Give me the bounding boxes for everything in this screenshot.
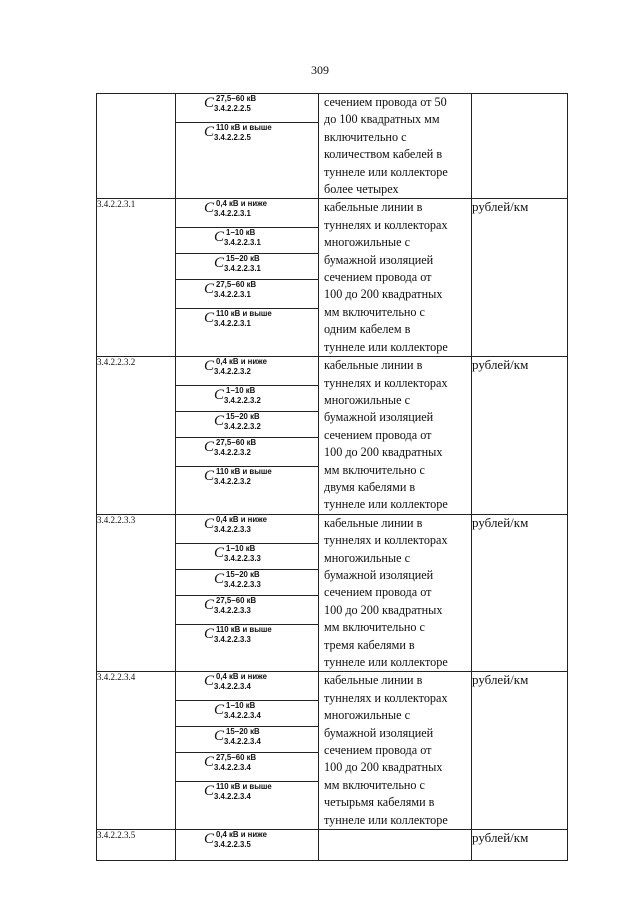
symbol-letter: C — [204, 596, 215, 613]
description-line: туннеле или коллекторе — [324, 339, 448, 354]
tariff-symbol — [176, 199, 318, 228]
symbol-superscript: 110 кВ и выше — [216, 309, 272, 319]
row-code — [97, 94, 176, 199]
description-line: многожильные с — [324, 708, 410, 723]
symbol-subscript: 3.4.2.2.3.3 — [224, 553, 261, 563]
symbol-letter: C — [214, 413, 225, 430]
symbol-letter: C — [214, 387, 225, 404]
table-row — [97, 94, 568, 199]
symbols-cell — [176, 514, 319, 672]
symbol-subscript: 3.4.2.2.3.4 — [214, 682, 251, 692]
tariff-symbol — [176, 228, 318, 254]
table-row — [97, 357, 568, 515]
symbol-letter: C — [204, 673, 215, 690]
symbol-superscript: 27,5−60 кВ — [216, 595, 257, 605]
tariff-symbol — [176, 727, 318, 753]
symbol-superscript: 27,5−60 кВ — [216, 94, 257, 103]
symbol-subscript: 3.4.2.2.3.1 — [214, 290, 251, 300]
row-code: 3.4.2.2.3.4 — [97, 672, 176, 830]
symbol-letter: C — [214, 229, 225, 246]
symbol-superscript: 0,4 кВ и ниже — [216, 830, 267, 840]
symbol-subscript: 3.4.2.2.3.4 — [224, 711, 261, 721]
description-line: сечением провода от — [324, 270, 432, 285]
tariff-symbol — [176, 386, 318, 412]
symbols-cell — [176, 199, 319, 357]
tariff-symbol — [176, 94, 318, 123]
symbols-cell — [176, 672, 319, 830]
page-number: 309 — [311, 63, 329, 77]
row-code: 3.4.2.2.3.5 — [97, 830, 176, 861]
description-line: бумажной изоляцией — [324, 252, 434, 267]
symbol-superscript: 0,4 кВ и ниже — [216, 357, 267, 367]
description-line: 100 до 200 квадратных — [324, 445, 443, 460]
symbol-letter: C — [204, 754, 215, 771]
symbol-superscript: 0,4 кВ и ниже — [216, 672, 267, 682]
description-line: двумя кабелями в — [324, 479, 416, 494]
table-row — [97, 830, 568, 861]
description-line: многожильные с — [324, 235, 410, 250]
description-line: мм включительно с — [324, 462, 425, 477]
description-cell — [319, 199, 472, 357]
symbol-superscript: 15−20 кВ — [226, 412, 260, 422]
symbol-subscript: 3.4.2.2.3.2 — [224, 396, 261, 406]
symbol-superscript: 1−10 кВ — [226, 543, 256, 553]
symbol-superscript: 27,5−60 кВ — [216, 753, 257, 763]
tariff-symbol — [176, 123, 318, 189]
symbols-cell — [176, 357, 319, 515]
symbol-superscript: 110 кВ и выше — [216, 123, 272, 132]
unit-cell: рублей/км — [472, 357, 568, 515]
description-line: кабельные линии в — [324, 200, 423, 215]
symbol-letter: C — [204, 310, 215, 327]
description-line: туннелях и коллекторах — [324, 375, 448, 390]
description-line: бумажной изоляцией — [324, 410, 434, 425]
symbol-subscript: 3.4.2.2.3.1 — [214, 209, 251, 219]
symbols-cell — [176, 830, 319, 861]
description-line: сечением провода от — [324, 743, 432, 758]
symbol-letter: C — [214, 702, 225, 719]
description-line: кабельные линии в — [324, 515, 423, 530]
row-code: 3.4.2.2.3.3 — [97, 514, 176, 672]
symbol-letter: C — [204, 515, 215, 532]
symbol-letter: C — [204, 468, 215, 485]
symbol-subscript: 3.4.2.2.3.2 — [214, 477, 251, 487]
unit-cell: рублей/км — [472, 830, 568, 861]
description-line: туннеле или коллекторе — [324, 655, 448, 669]
tariff-symbol — [176, 412, 318, 438]
unit-cell — [472, 94, 568, 199]
description-line: одним кабелем в — [324, 322, 411, 337]
description-line: сечением провода от — [324, 585, 432, 600]
description-line: 100 до 200 квадратных — [324, 602, 443, 617]
symbol-subscript: 3.4.2.2.3.1 — [224, 264, 261, 274]
symbol-subscript: 3.4.2.2.3.3 — [214, 524, 251, 534]
tariff-symbol — [176, 782, 318, 820]
description-line: бумажной изоляцией — [324, 567, 434, 582]
description-line: многожильные с — [324, 550, 410, 565]
description-line: многожильные с — [324, 392, 410, 407]
table-row — [97, 672, 568, 830]
description-line: кабельные линии в — [324, 358, 423, 373]
symbol-letter: C — [214, 544, 225, 561]
symbol-subscript: 3.4.2.2.3.2 — [224, 422, 261, 432]
symbol-subscript: 3.4.2.2.3.4 — [224, 737, 261, 747]
symbol-letter: C — [204, 625, 215, 642]
symbol-subscript: 3.4.2.2.3.4 — [214, 792, 251, 802]
symbol-superscript: 15−20 кВ — [226, 254, 260, 264]
symbol-superscript: 1−10 кВ — [226, 701, 256, 711]
tariff-symbol — [176, 570, 318, 596]
description-cell — [319, 514, 472, 672]
symbol-letter: C — [214, 728, 225, 745]
tariff-symbol — [176, 467, 318, 505]
symbol-letter: C — [204, 281, 215, 298]
description-line: сечением провода от — [324, 427, 432, 442]
symbol-subscript: 3.4.2.2.2.5 — [214, 104, 251, 113]
description-line: сечением провода от 50 — [324, 95, 447, 109]
description-cell — [319, 672, 472, 830]
symbol-superscript: 110 кВ и выше — [216, 624, 272, 634]
symbol-superscript: 0,4 кВ и ниже — [216, 199, 267, 209]
description-line: более четырех — [324, 182, 399, 197]
symbol-letter: C — [204, 439, 215, 456]
symbol-letter: C — [214, 255, 225, 272]
symbol-superscript: 1−10 кВ — [226, 386, 256, 396]
tariff-symbol — [176, 753, 318, 782]
symbol-letter: C — [214, 570, 225, 587]
tariff-symbol — [176, 830, 318, 860]
tariff-symbol — [176, 625, 318, 663]
description-line: тремя кабелями в — [324, 637, 415, 652]
symbol-subscript: 3.4.2.2.3.2 — [214, 367, 251, 377]
tariff-symbol — [176, 280, 318, 309]
unit-cell: рублей/км — [472, 199, 568, 357]
symbol-subscript: 3.4.2.2.3.3 — [214, 634, 251, 644]
description-line: четырьмя кабелями в — [324, 795, 435, 810]
description-line: туннеле или коллекторе — [324, 497, 448, 512]
tariff-symbol — [176, 254, 318, 280]
description-line: туннеле или коллекторе — [324, 812, 448, 827]
tariff-symbol — [176, 438, 318, 467]
symbol-subscript: 3.4.2.2.3.3 — [224, 579, 261, 589]
description-line: 100 до 200 квадратных — [324, 287, 443, 302]
symbol-subscript: 3.4.2.2.3.3 — [214, 605, 251, 615]
description-cell — [319, 830, 472, 861]
symbol-letter: C — [204, 783, 215, 800]
description-line: мм включительно с — [324, 304, 425, 319]
table-row — [97, 514, 568, 672]
symbol-superscript: 27,5−60 кВ — [216, 280, 257, 290]
symbol-superscript: 15−20 кВ — [226, 569, 260, 579]
row-code: 3.4.2.2.3.2 — [97, 357, 176, 515]
description-line: включительно с — [324, 129, 407, 144]
table-row — [97, 199, 568, 357]
tariff-symbol — [176, 672, 318, 701]
tariff-symbol — [176, 544, 318, 570]
tariff-symbol — [176, 357, 318, 386]
tariff-symbol — [176, 596, 318, 625]
description-line: количеством кабелей в — [324, 147, 443, 162]
unit-cell: рублей/км — [472, 514, 568, 672]
symbols-cell — [176, 94, 319, 199]
unit-cell: рублей/км — [472, 672, 568, 830]
description-cell — [319, 357, 472, 515]
tariff-symbol — [176, 701, 318, 727]
description-cell — [319, 94, 472, 199]
description-line: до 100 квадратных мм — [324, 112, 440, 127]
description-line: 100 до 200 квадратных — [324, 760, 443, 775]
symbol-superscript: 27,5−60 кВ — [216, 438, 257, 448]
symbol-superscript: 15−20 кВ — [226, 727, 260, 737]
description-line: кабельные линии в — [324, 673, 423, 688]
symbol-subscript: 3.4.2.2.3.2 — [214, 448, 251, 458]
symbol-subscript: 3.4.2.2.3.4 — [214, 763, 251, 773]
tariff-table — [96, 93, 568, 861]
symbol-superscript: 0,4 кВ и ниже — [216, 514, 267, 524]
symbol-letter: C — [204, 124, 215, 140]
symbol-subscript: 3.4.2.2.3.1 — [214, 319, 251, 329]
symbol-superscript: 110 кВ и выше — [216, 467, 272, 477]
description-line: туннелях и коллекторах — [324, 533, 448, 548]
description-line: туннелях и коллекторах — [324, 217, 448, 232]
symbol-superscript: 110 кВ и выше — [216, 782, 272, 792]
symbol-letter: C — [204, 200, 215, 217]
tariff-symbol — [176, 515, 318, 544]
symbol-subscript: 3.4.2.2.2.5 — [214, 133, 251, 142]
symbol-letter: C — [204, 831, 215, 848]
tariff-symbol — [176, 309, 318, 347]
row-code: 3.4.2.2.3.1 — [97, 199, 176, 357]
symbol-letter: C — [204, 358, 215, 375]
description-line: мм включительно с — [324, 620, 425, 635]
description-line: туннеле или коллекторе — [324, 164, 448, 179]
symbol-subscript: 3.4.2.2.3.5 — [214, 840, 251, 850]
description-line: туннелях и коллекторах — [324, 690, 448, 705]
symbol-subscript: 3.4.2.2.3.1 — [224, 238, 261, 248]
symbol-letter: C — [204, 95, 215, 111]
description-line: бумажной изоляцией — [324, 725, 434, 740]
description-line: мм включительно с — [324, 777, 425, 792]
symbol-superscript: 1−10 кВ — [226, 228, 256, 238]
